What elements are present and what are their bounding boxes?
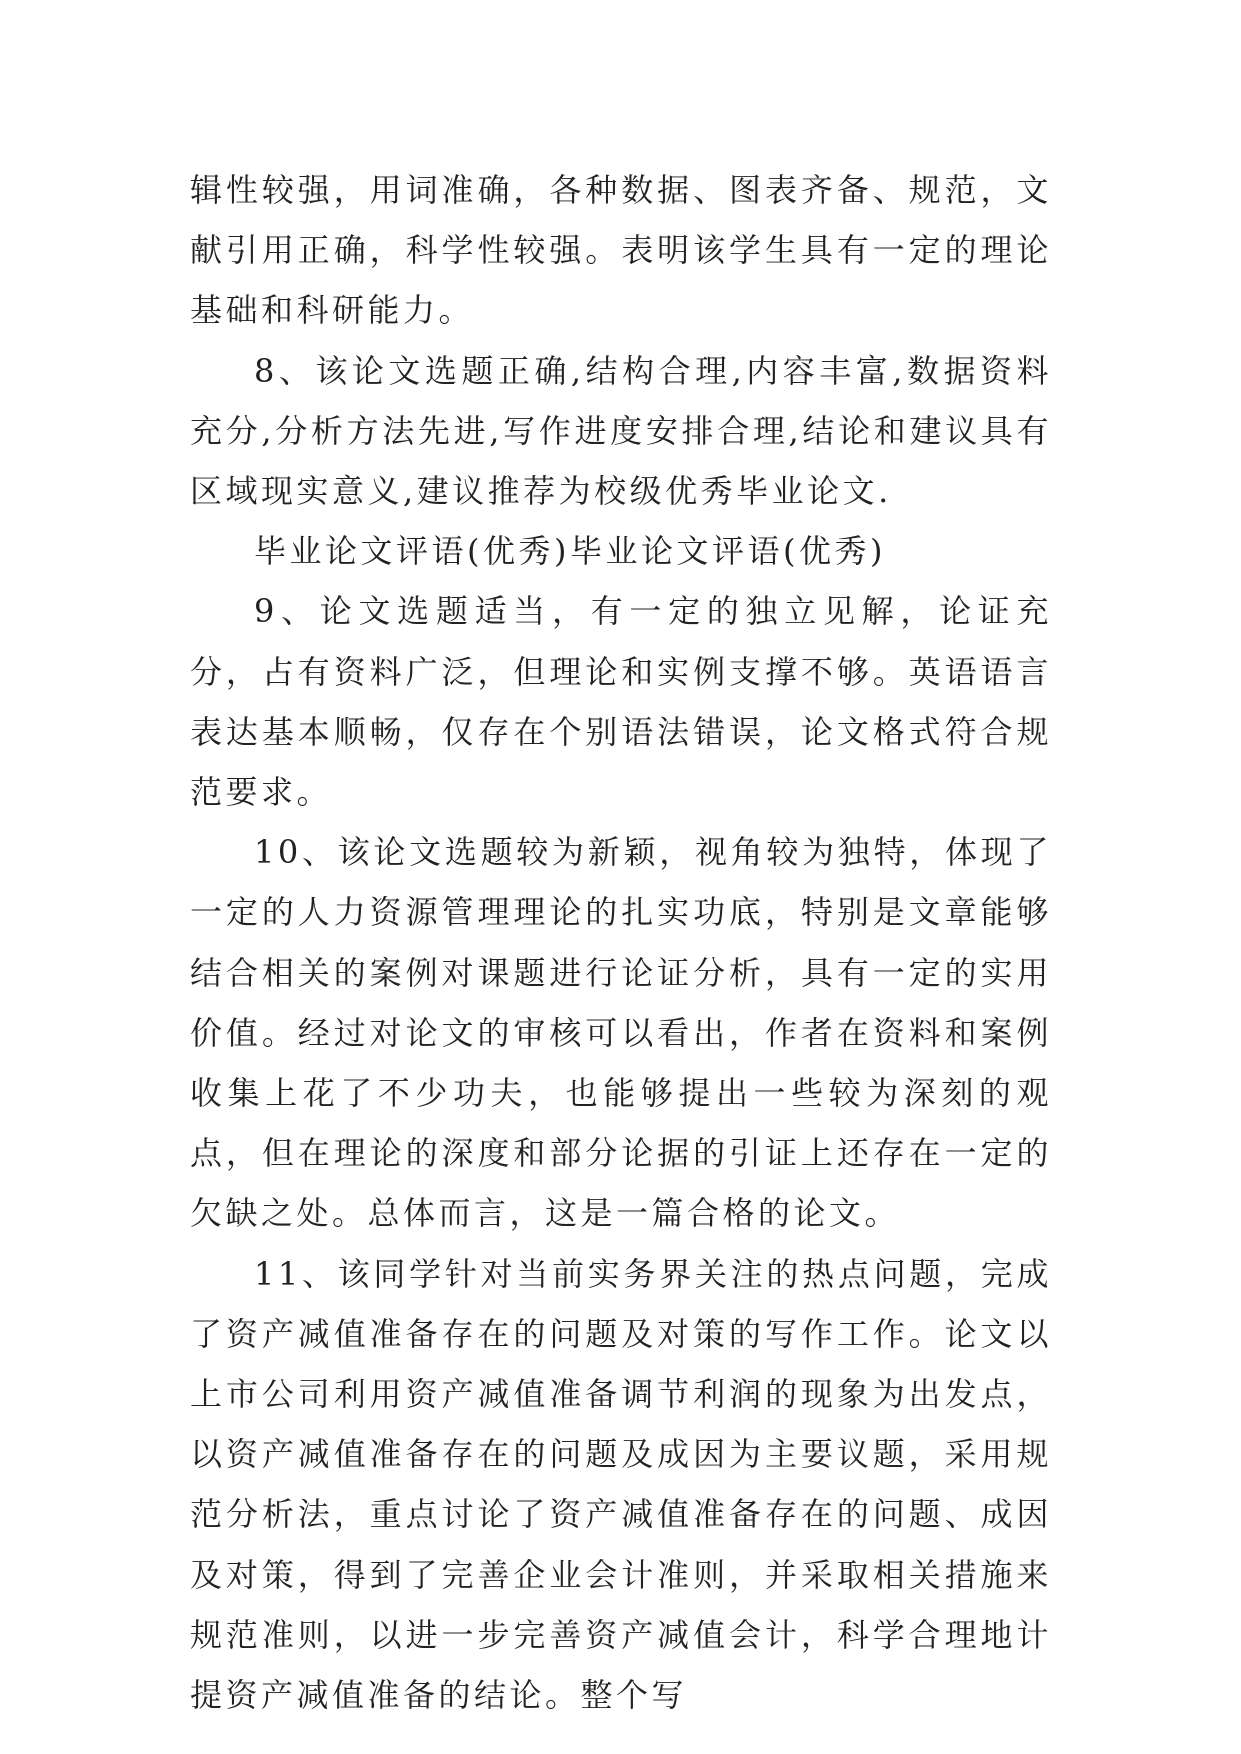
paragraph-comment-10: 10、该论文选题较为新颖，视角较为独特，体现了一定的人力资源管理理论的扎实功底，特别是文章能够结合相关的案例对课题进行论证分析，具有一定的实用价值。经过对论文的审核可以看出，作者在资料和案例收集上花了不少功夫，也能够提出一些较为深刻的观点，但在理论的深度和部分论据的引证上还存在一定的欠缺之处。总体而言，这是一篇合格的论文。 (190, 833, 1052, 1233)
paragraph-comment-11: 11、该同学针对当前实务界关注的热点问题，完成了资产减值准备存在的问题及对策的写作工作。论文以上市公司利用资产减值准备调节利润的现象为出发点，以资产减值准备存在的问题及成因为主要议题，采用规范分析法，重点讨论了资产减值准备存在的问题、成因及对策，得到了完善企业会计准则，并采取相关措施来规范准则，以进一步完善资产减值会计，科学合理地计提资产减值准备的结论。整个写 (190, 1254, 1052, 1715)
paragraph-continuation: 辑性较强，用词准确，各种数据、图表齐备、规范，文献引用正确，科学性较强。表明该学生具有一定的理论基础和科研能力。 (190, 171, 1052, 330)
paragraph-section-heading: 毕业论文评语(优秀)毕业论文评语(优秀) (254, 532, 886, 571)
paragraph-comment-8: 8、该论文选题正确,结构合理,内容丰富,数据资料充分,分析方法先进,写作进度安排合理,结论和建议具有区域现实意义,建议推荐为校级优秀毕业论文. (190, 351, 1052, 511)
document-body (190, 160, 1052, 1725)
paragraph-comment-9: 9、论文选题适当，有一定的独立见解，论证充分，占有资料广泛，但理论和实例支撑不够。英语语言表达基本顺畅，仅存在个别语法错误，论文格式符合规范要求。 (190, 592, 1052, 812)
